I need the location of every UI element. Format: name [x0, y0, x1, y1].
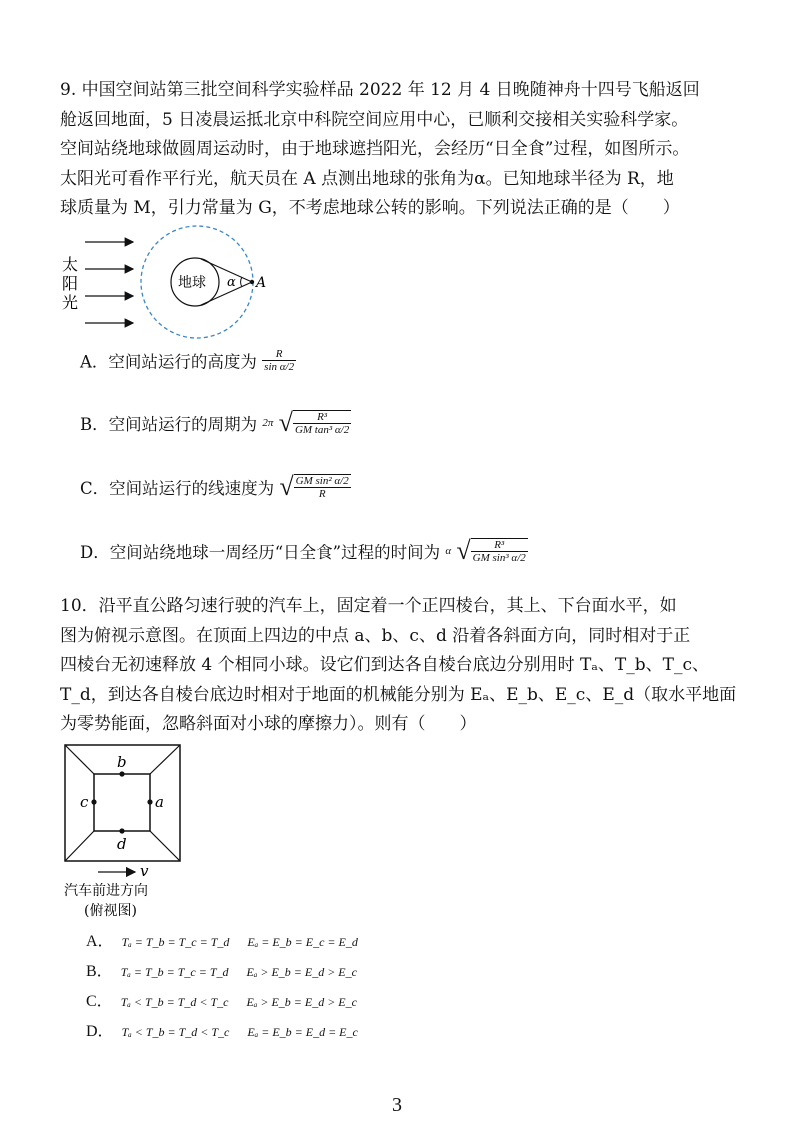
- q10-line-2: 图为俯视示意图。在顶面上四边的中点 a、b、c、d 沿着各斜面方向，同时相对于正: [60, 625, 691, 646]
- q10-option-d-time: Tₐ < T_b = T_d < T_c: [121, 1025, 230, 1039]
- q10-line-4: T_d，到达各自棱台底边时相对于地面的机械能分别为 Eₐ、E_b、E_c、E_d（取水平地面: [60, 684, 737, 705]
- q10-option-c-energy: Eₐ > E_b = E_d > E_c: [246, 995, 357, 1009]
- q9-line-1: 9. 中国空间站第三批空间科学实验样品 2022 年 12 月 4 日晚随神舟十四号飞船返回: [60, 80, 700, 100]
- q10-option-a-time: Tₐ = T_b = T_c = T_d: [121, 935, 230, 949]
- q10-option-a[interactable]: [86, 928, 358, 951]
- figure-caption-direction: 汽车前进方向: [64, 883, 148, 899]
- q9-line-4: 太阳光可看作平行光，航天员在 A 点测出地球的张角为α。已知地球半径为 R，地: [60, 168, 674, 189]
- angle-label: α: [227, 275, 236, 290]
- sqrt-icon: √: [456, 536, 471, 565]
- q10-line-1: 10．沿平直公路匀速行驶的汽车上，固定着一个正四棱台，其上、下台面水平，如: [60, 596, 677, 616]
- q9-option-a-num: R: [262, 348, 296, 361]
- q10-option-c[interactable]: [86, 988, 357, 1011]
- edge-bottom-right: [150, 831, 180, 861]
- edge-bottom-left: [65, 831, 94, 861]
- label-d: d: [117, 835, 127, 853]
- q9-line-5: 球质量为 M，引力常量为 G，不考虑地球公转的影响。下列说法正确的是（ ）: [60, 198, 680, 218]
- q9-option-b-den: GM tan³ α/2: [294, 424, 350, 436]
- angle-arc: [241, 277, 242, 287]
- page-number: 3: [392, 1094, 402, 1116]
- q10-option-a-letter: A．: [86, 933, 114, 950]
- q9-option-a[interactable]: [80, 348, 296, 373]
- q9-option-a-fraction: [262, 348, 296, 373]
- q9-line-3: 空间站绕地球做圆周运动时，由于地球遮挡阳光，会经历“日全食”过程，如图所示。: [60, 139, 690, 159]
- q9-option-d-text: D．空间站绕地球一周经历“日全食”过程的时间为: [80, 543, 441, 562]
- sun-label-1: 太: [62, 255, 79, 274]
- velocity-label: v: [140, 862, 149, 880]
- q10-option-b[interactable]: [86, 958, 357, 981]
- q10-option-d-energy: Eₐ = E_b = E_d = E_c: [247, 1025, 358, 1039]
- label-c: c: [80, 793, 89, 811]
- q9-option-b-fraction: [293, 410, 351, 436]
- earth-label: 地球: [178, 275, 206, 291]
- q10-line-3: 四棱台无初速释放 4 个相同小球。设它们到达各自棱台底边分别用时 Tₐ、T_b、T_c、: [60, 655, 710, 675]
- label-a: a: [155, 793, 164, 811]
- point-b-dot: [119, 771, 124, 776]
- point-a-label: A: [256, 275, 267, 291]
- q10-figure: [60, 740, 210, 925]
- edge-top-right: [150, 745, 180, 774]
- q9-option-d-den: GM sin³ α/2: [472, 552, 526, 564]
- q9-option-d-coef: α: [445, 545, 452, 557]
- q9-option-a-den: sin α/2: [264, 361, 295, 373]
- sqrt-icon: √: [279, 472, 294, 501]
- q9-option-b-coef: 2π: [262, 417, 274, 429]
- q10-line-5: 为零势能面，忽略斜面对小球的摩擦力）。则有（ ）: [60, 714, 477, 734]
- label-b: b: [117, 753, 127, 771]
- q9-option-c-num: GM sin² α/2: [295, 475, 349, 487]
- q9-option-d[interactable]: [80, 536, 528, 566]
- q10-option-a-energy: Eₐ = E_b = E_c = E_d: [247, 935, 358, 949]
- q9-option-a-text: A．空间站运行的高度为: [80, 352, 257, 372]
- point-c-dot: [91, 799, 96, 804]
- q9-option-b-text: B．空间站运行的周期为: [80, 415, 258, 434]
- q10-option-d[interactable]: [86, 1018, 358, 1041]
- q9-line-2: 舱返回地面，5 日凌晨运抵北京中科院空间应用中心，已顺利交接相关实验科学家。: [60, 109, 689, 130]
- q9-option-b[interactable]: [80, 408, 351, 438]
- q10-option-d-letter: D．: [86, 1023, 114, 1040]
- q10-option-b-letter: B．: [86, 963, 113, 980]
- q10-option-c-time: Tₐ < T_b = T_d < T_c: [120, 995, 229, 1009]
- q9-stem: [60, 76, 750, 224]
- q9-option-d-num: R³: [471, 539, 528, 552]
- q9-option-c[interactable]: [80, 472, 351, 502]
- sun-label-3: 光: [62, 293, 79, 312]
- point-d-dot: [119, 828, 124, 833]
- point-a-dot: [147, 799, 152, 804]
- q10-option-b-energy: Eₐ > E_b = E_d > E_c: [246, 965, 357, 979]
- q9-option-c-fraction: [294, 474, 351, 500]
- frustum-top-face: [94, 774, 150, 831]
- sqrt-icon: √: [278, 408, 293, 437]
- q9-option-d-fraction: [471, 538, 528, 564]
- q9-option-c-den: R: [318, 488, 326, 500]
- q9-option-c-text: C．空间站运行的线速度为: [80, 479, 275, 498]
- sun-label-2: 阳: [62, 274, 79, 293]
- q9-option-b-num: R³: [293, 411, 351, 424]
- q10-option-c-letter: C．: [86, 993, 113, 1010]
- figure-caption-view: (俯视图): [84, 903, 137, 919]
- q10-option-b-time: Tₐ = T_b = T_c = T_d: [120, 965, 229, 979]
- edge-top-left: [65, 745, 94, 774]
- q10-stem: [60, 592, 750, 740]
- q9-figure: [55, 225, 295, 345]
- point-a-dot: [250, 280, 254, 284]
